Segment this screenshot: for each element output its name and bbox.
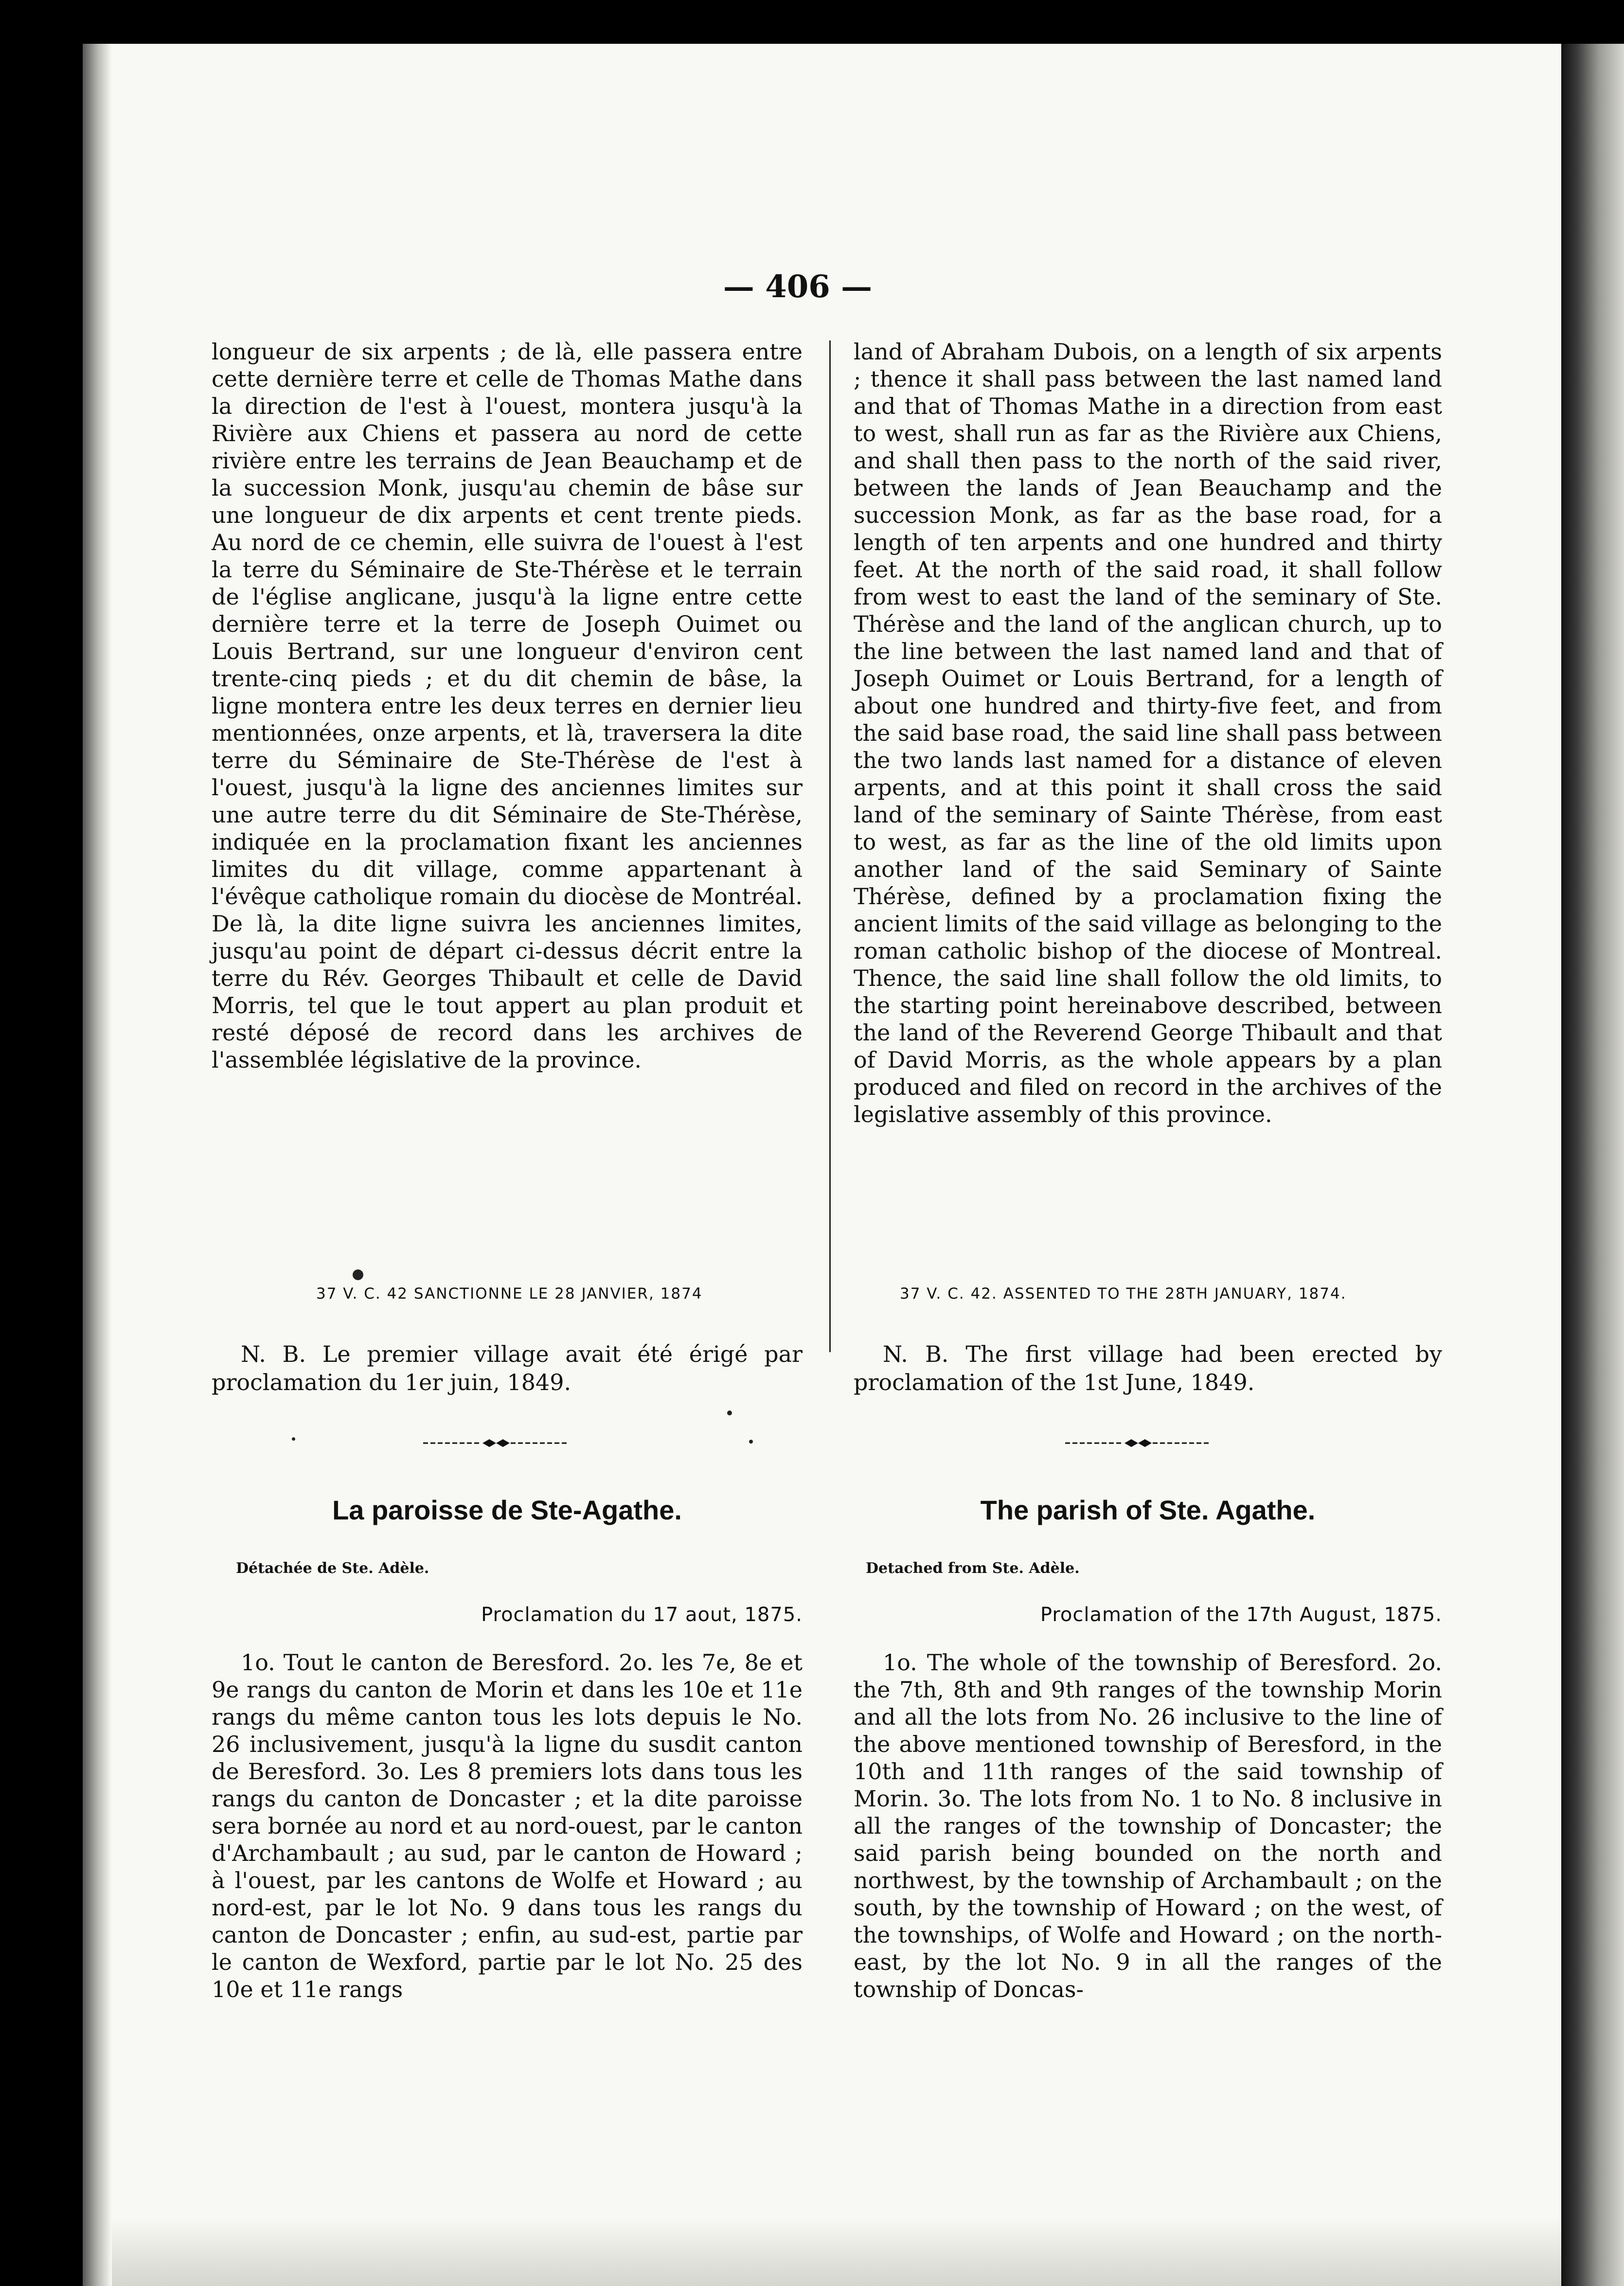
french-section-heading: La paroisse de Ste-Agathe. [332, 1495, 682, 1525]
english-detached-note: Detached from Ste. Adèle. [866, 1560, 1080, 1577]
english-nota-bene: N. B. The first village had been erected by proclamation of the 1st June, 1849. [854, 1341, 1442, 1395]
french-statute-reference: 37 V. C. 42 SANCTIONNE LE 28 JANVIER, 1874 [316, 1285, 703, 1303]
french-nota-bene: N. B. Le premier village avait été érigé par proclamation du 1er juin, 1849. [212, 1341, 803, 1395]
page-number: — 406 — [723, 268, 873, 305]
french-parish-description [212, 1649, 803, 2003]
english-parish-description [854, 1649, 1442, 2003]
english-divider-ornament [1065, 1437, 1211, 1449]
scan-left-shadow [83, 44, 112, 2286]
scan-bottom-shadow [112, 2218, 1561, 2286]
ink-speck [727, 1411, 732, 1415]
column-divider [829, 340, 831, 1352]
french-column-body [212, 338, 803, 1073]
french-parish-paragraph: 1o. Tout le canton de Beresford. 2o. les 7e, 8e et 9e rangs du canton de Morin et dans les 10e et 11e rangs du même canton tous les lots depuis le No. 26 inclusivement, jusqu'à la ligne du susdit canton de Beresford. 3o. Les 8 premiers lots dans tous les rangs du canton de Doncaster ; et la dite paroisse sera bornée au nord et au nord-ouest, par le canton d'Archambault ; au sud, par le canton de Howard ; à l'ouest, par les cantons de Wolfe et Howard ; au nord-est, par le lot No. 9 dans tous les rangs du canton de Doncaster ; enfin, au sud-est, partie par le canton de Wexford, partie par le lot No. 25 des 10e et 11e rangs [212, 1649, 803, 2002]
english-parish-paragraph: 1o. The whole of the township of Beresford. 2o. the 7th, 8th and 9th ranges of the township Morin and all the lots from No. 26 inclusive to the line of the above mentioned township of Beresford, in the 10th and 11th ranges of the said township of Morin. 3o. The lots from No. 1 to No. 8 inclusive in all the ranges of the township of Doncaster; the said parish being bounded on the north and northwest, by the township of Archambault ; on the south, by the township of Howard ; on the west, of the townships, of Wolfe and Howard ; on the north-east, by the lot No. 9 in all the ranges of the township of Doncas- [854, 1649, 1442, 2002]
ink-speck [749, 1440, 753, 1444]
english-column-body [854, 338, 1442, 1128]
english-section-heading: The parish of Ste. Agathe. [980, 1495, 1316, 1525]
french-proclamation-date: Proclamation du 17 aout, 1875. [481, 1604, 803, 1626]
english-proclamation-date: Proclamation of the 17th August, 1875. [1040, 1604, 1442, 1626]
french-divider-ornament [423, 1437, 569, 1449]
french-body-paragraph: longueur de six arpents ; de là, elle passera entre cette dernière terre et celle de Thomas Mathe dans la direction de l'est à l'ouest, montera jusqu'à la Rivière aux Chiens et passera au nord de cette rivière entre les terrains de Jean Beauchamp et de la succession Monk, jusqu'au chemin de bâse sur une longueur de dix arpents et cent trente pieds. Au nord de ce chemin, elle suivra de l'ouest à l'est la terre du Séminaire de Ste-Thérèse et le terrain de l'église anglicane, jusqu'à la ligne entre cette dernière terre et la terre de Joseph Ouimet ou Louis Bertrand, sur une longueur d'environ cent trente-cinq pieds ; et du dit chemin de bâse, la ligne montera entre les deux terres en dernier lieu mentionnées, onze arpents, et là, traversera la dite terre du Séminaire de Ste-Thérèse de l'est à l'ouest, jusqu'à la ligne des anciennes limites sur une autre terre du dit Séminaire de Ste-Thérèse, indiquée en la proclamation fixant les anciennes limites du dit village, comme appartenant à l'évêque catholique romain du diocèse de Montréal. De là, la dite ligne suivra les anciennes limites, jusqu'au point de départ ci-dessus décrit entre la terre du Rév. Georges Thibault et celle de David Morris, tel que le tout appert au plan produit et resté déposé de record dans les archives de l'assemblée législative de la province. [212, 339, 803, 1073]
ink-speck [353, 1269, 363, 1280]
ink-speck [292, 1437, 295, 1441]
english-body-paragraph: land of Abraham Dubois, on a length of six arpents ; thence it shall pass between the last named land and that of Thomas Mathe in a direction from east to west, shall run as far as the Rivière aux Chiens, and shall then pass to the north of the said river, between the lands of Jean Beauchamp and the succession Monk, as far as the base road, for a length of ten arpents and one hundred and thirty feet. At the north of the said road, it shall follow from west to east the land of the seminary of Ste. Thérèse and the land of the anglican church, up to the line between the last named land and that of Joseph Ouimet or Louis Bertrand, for a length of about one hundred and thirty-five feet, and from the said base road, the said line shall pass between the two lands last named for a distance of eleven arpents, and at this point it shall cross the said land of the seminary of Sainte Thérèse, from east to west, as far as the line of the old limits upon another land of the said Seminary of Sainte Thérèse, defined by a proclamation fixing the ancient limits of the said village as belonging to the roman catholic bishop of the diocese of Montreal. Thence, the said line shall follow the old limits, to the starting point hereinabove described, between the land of the Reverend George Thibault and that of David Morris, as the whole appears by a plan produced and filed on record in the archives of the legislative assembly of this province. [854, 339, 1442, 1127]
english-statute-reference: 37 V. C. 42. ASSENTED TO THE 28TH JANUARY, 1874. [900, 1285, 1347, 1303]
adjacent-page-edge [1561, 44, 1624, 2286]
french-detached-note: Détachée de Ste. Adèle. [236, 1560, 429, 1577]
